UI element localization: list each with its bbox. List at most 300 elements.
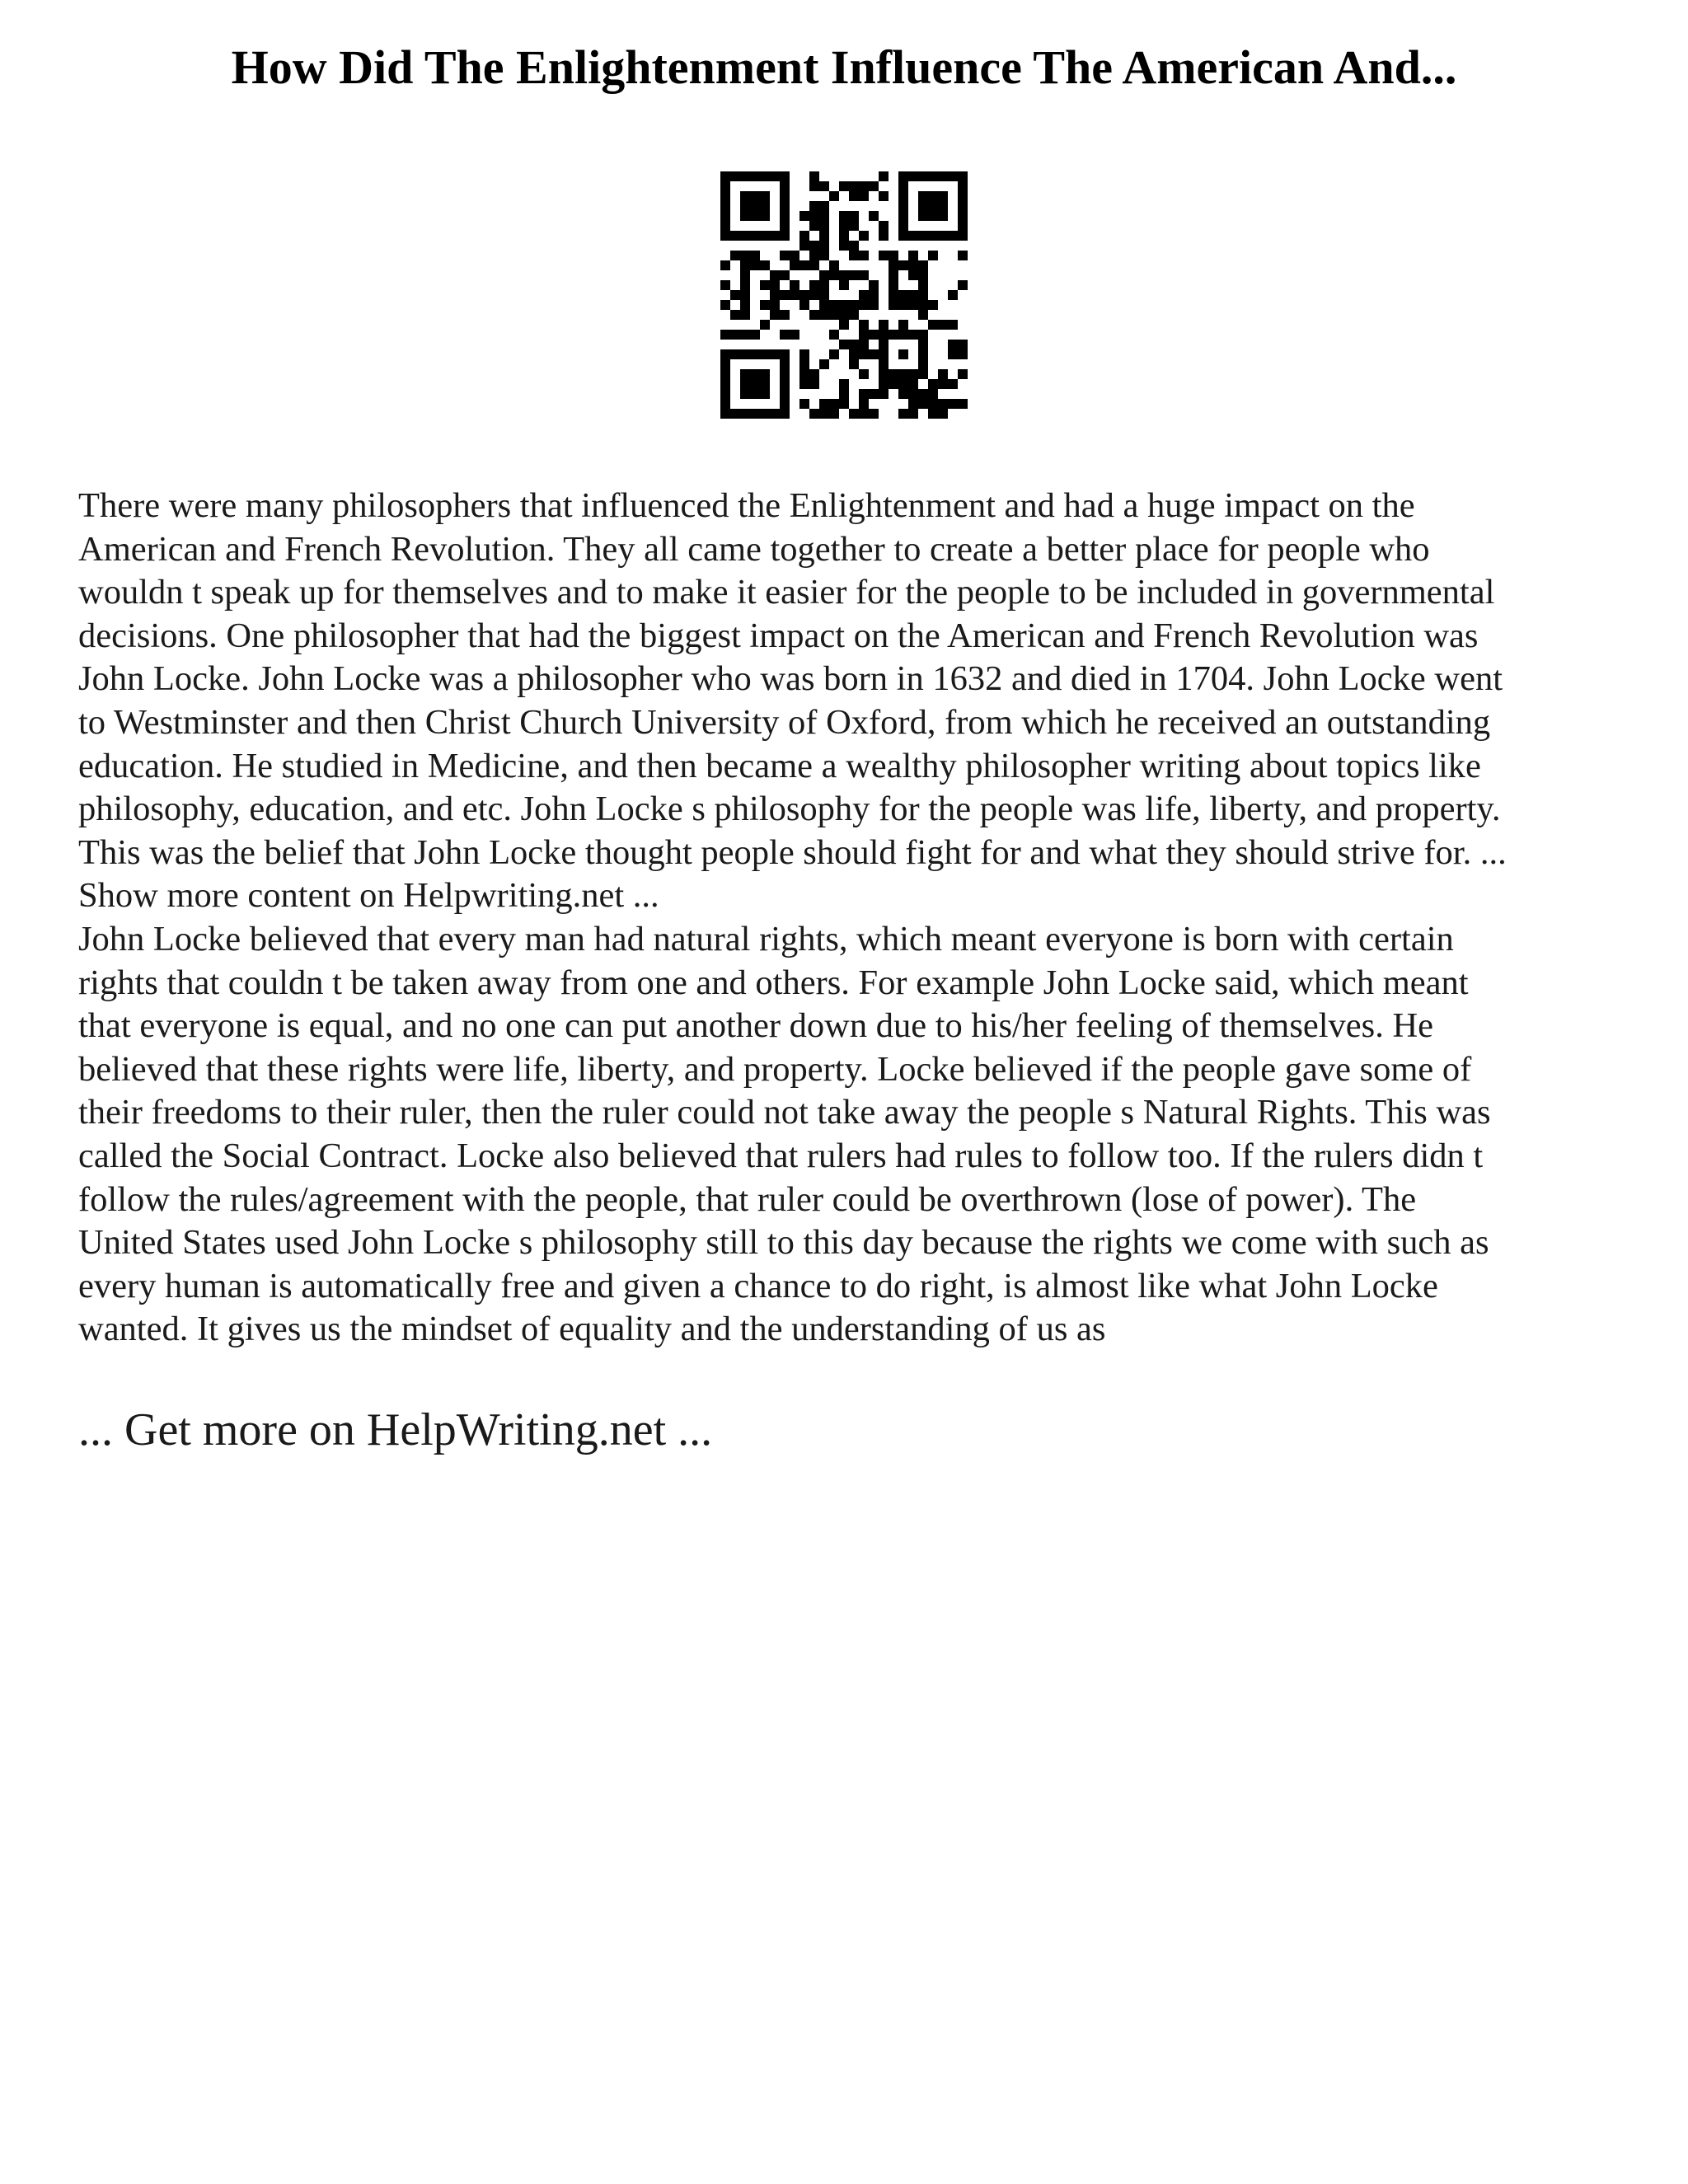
- qr-module: [799, 349, 809, 359]
- qr-module: [918, 369, 928, 379]
- qr-module: [720, 330, 730, 340]
- qr-module: [849, 211, 859, 221]
- qr-module: [918, 340, 928, 349]
- qr-module: [849, 221, 859, 231]
- qr-module: [928, 320, 938, 330]
- qr-module: [730, 330, 740, 340]
- qr-module: [869, 389, 879, 399]
- qr-module: [760, 369, 770, 379]
- qr-module: [918, 330, 928, 340]
- qr-module: [740, 310, 750, 320]
- qr-module: [760, 379, 770, 389]
- qr-module: [928, 300, 938, 310]
- qr-module: [918, 171, 928, 181]
- qr-module: [898, 320, 908, 330]
- qr-module: [740, 280, 750, 290]
- qr-module: [760, 300, 770, 310]
- qr-module: [898, 181, 908, 191]
- qr-module: [889, 260, 898, 270]
- qr-module: [809, 290, 819, 300]
- qr-module: [879, 330, 889, 340]
- qr-module: [849, 181, 859, 191]
- qr-module: [869, 181, 879, 191]
- qr-module: [928, 171, 938, 181]
- qr-module: [839, 320, 849, 330]
- qr-module: [740, 270, 750, 280]
- qr-module: [799, 359, 809, 369]
- qr-module: [859, 181, 869, 191]
- text-line: to Westminster and then Christ Church University of Oxford, from which he received an outstanding: [78, 702, 1491, 742]
- qr-module: [720, 181, 730, 191]
- qr-module: [730, 171, 740, 181]
- text-line: decisions. One philosopher that had the biggest impact on the American and French Revolution was: [78, 616, 1479, 655]
- qr-module: [799, 399, 809, 409]
- qr-module: [780, 181, 790, 191]
- qr-module: [859, 251, 869, 260]
- qr-module: [750, 231, 760, 241]
- qr-module: [819, 211, 829, 221]
- qr-module: [780, 191, 790, 201]
- qr-module: [829, 409, 839, 419]
- qr-module: [948, 290, 958, 300]
- qr-module: [839, 280, 849, 290]
- qr-module: [839, 340, 849, 349]
- qr-module: [908, 379, 918, 389]
- qr-module: [928, 211, 938, 221]
- qr-module: [879, 251, 889, 260]
- qr-module: [849, 191, 859, 201]
- text-line: every human is automatically free and given a chance to do right, is almost like what John Locke: [78, 1266, 1438, 1305]
- text-line: follow the rules/agreement with the people, that ruler could be overthrown (lose of power). The: [78, 1179, 1417, 1219]
- qr-module: [760, 349, 770, 359]
- qr-module: [918, 399, 928, 409]
- qr-module: [918, 201, 928, 211]
- qr-module: [770, 171, 780, 181]
- qr-module: [730, 231, 740, 241]
- qr-module: [859, 409, 869, 419]
- qr-module: [740, 171, 750, 181]
- qr-module: [898, 191, 908, 201]
- qr-module: [938, 191, 948, 201]
- qr-module: [839, 231, 849, 241]
- qr-module: [898, 260, 908, 270]
- qr-module: [898, 379, 908, 389]
- qr-module: [889, 290, 898, 300]
- qr-module: [730, 310, 740, 320]
- qr-module: [908, 369, 918, 379]
- qr-module: [740, 330, 750, 340]
- qr-module: [829, 399, 839, 409]
- qr-module: [720, 231, 730, 241]
- qr-code-icon: [720, 171, 968, 419]
- qr-module: [809, 221, 819, 231]
- qr-module: [889, 379, 898, 389]
- qr-module: [799, 231, 809, 241]
- qr-module: [750, 201, 760, 211]
- qr-module: [938, 379, 948, 389]
- qr-module: [770, 280, 780, 290]
- qr-module: [760, 231, 770, 241]
- qr-module: [790, 251, 799, 260]
- qr-module: [958, 171, 968, 181]
- qr-module: [869, 409, 879, 419]
- qr-module: [780, 369, 790, 379]
- qr-module: [859, 300, 869, 310]
- qr-module: [770, 231, 780, 241]
- qr-module: [958, 201, 968, 211]
- qr-module: [730, 290, 740, 300]
- qr-module: [898, 330, 908, 340]
- qr-module: [869, 211, 879, 221]
- qr-module: [809, 211, 819, 221]
- qr-module: [750, 369, 760, 379]
- qr-module: [879, 231, 889, 241]
- qr-module: [839, 300, 849, 310]
- qr-module: [908, 300, 918, 310]
- qr-module: [829, 349, 839, 359]
- qr-module: [809, 280, 819, 290]
- text-line: that everyone is equal, and no one can put another down due to his/her feeling of themselves. He: [78, 1006, 1434, 1046]
- qr-module: [849, 251, 859, 260]
- qr-module: [750, 260, 760, 270]
- qr-module: [879, 379, 889, 389]
- qr-module: [849, 241, 859, 251]
- qr-module: [879, 389, 889, 399]
- qr-module: [740, 231, 750, 241]
- qr-module: [889, 251, 898, 260]
- qr-module: [859, 399, 869, 409]
- qr-module: [918, 231, 928, 241]
- qr-module: [898, 171, 908, 181]
- qr-module: [938, 369, 948, 379]
- qr-module: [720, 191, 730, 201]
- qr-module: [908, 330, 918, 340]
- qr-module: [839, 399, 849, 409]
- qr-module: [809, 241, 819, 251]
- qr-module: [720, 171, 730, 181]
- qr-module: [898, 211, 908, 221]
- qr-module: [760, 191, 770, 201]
- qr-module: [958, 340, 968, 349]
- qr-module: [730, 349, 740, 359]
- qr-module: [819, 251, 829, 260]
- qr-module: [849, 359, 859, 369]
- qr-module: [740, 211, 750, 221]
- text-line: believed that these rights were life, liberty, and property. Locke believed if the people gave some of: [78, 1049, 1472, 1089]
- qr-module: [918, 211, 928, 221]
- qr-module: [720, 389, 730, 399]
- qr-module: [760, 171, 770, 181]
- qr-module: [869, 330, 879, 340]
- qr-module: [730, 409, 740, 419]
- qr-module: [720, 349, 730, 359]
- qr-module: [849, 300, 859, 310]
- qr-module: [908, 251, 918, 260]
- qr-module: [928, 389, 938, 399]
- qr-module: [908, 171, 918, 181]
- qr-module: [740, 369, 750, 379]
- qr-module: [740, 201, 750, 211]
- qr-module: [720, 260, 730, 270]
- qr-module: [879, 171, 889, 181]
- qr-module: [859, 330, 869, 340]
- qr-module: [750, 389, 760, 399]
- qr-module: [908, 270, 918, 280]
- qr-module: [918, 359, 928, 369]
- qr-module: [780, 399, 790, 409]
- qr-module: [809, 379, 819, 389]
- qr-module: [849, 349, 859, 359]
- qr-module: [839, 211, 849, 221]
- qr-module: [809, 171, 819, 181]
- qr-module: [839, 389, 849, 399]
- text-line: There were many philosophers that influenced the Enlightenment and had a huge impact on the: [78, 486, 1415, 525]
- qr-module: [770, 300, 780, 310]
- qr-module: [898, 300, 908, 310]
- qr-module: [859, 270, 869, 280]
- qr-module: [819, 280, 829, 290]
- qr-module: [889, 369, 898, 379]
- qr-module: [908, 260, 918, 270]
- qr-module: [819, 300, 829, 310]
- qr-module: [720, 201, 730, 211]
- qr-module: [799, 290, 809, 300]
- qr-module: [948, 320, 958, 330]
- qr-module: [809, 369, 819, 379]
- qr-module: [750, 251, 760, 260]
- qr-module: [898, 369, 908, 379]
- qr-module: [839, 310, 849, 320]
- qr-module: [958, 221, 968, 231]
- qr-module: [790, 280, 799, 290]
- qr-module: [770, 290, 780, 300]
- get-more-link[interactable]: ... Get more on HelpWriting.net ...: [78, 1404, 713, 1455]
- qr-module: [948, 399, 958, 409]
- document-body: [78, 485, 1628, 1352]
- qr-module: [958, 181, 968, 191]
- qr-module: [918, 191, 928, 201]
- qr-module: [859, 369, 869, 379]
- qr-module: [750, 191, 760, 201]
- qr-module: [799, 260, 809, 270]
- qr-module: [849, 310, 859, 320]
- qr-module: [770, 349, 780, 359]
- qr-module: [918, 389, 928, 399]
- qr-module: [849, 409, 859, 419]
- qr-module: [760, 260, 770, 270]
- qr-module: [740, 409, 750, 419]
- qr-module: [918, 349, 928, 359]
- text-line: philosophy, education, and etc. John Locke s philosophy for the people was life, liberty, and property.: [78, 790, 1501, 829]
- qr-module: [898, 409, 908, 419]
- qr-module: [889, 300, 898, 310]
- qr-module: [740, 379, 750, 389]
- qr-module: [740, 191, 750, 201]
- qr-module: [928, 379, 938, 389]
- qr-module: [898, 349, 908, 359]
- text-line: United States used John Locke s philosophy still to this day because the rights we come with such as: [78, 1223, 1489, 1263]
- qr-module: [780, 221, 790, 231]
- qr-module: [819, 270, 829, 280]
- qr-module: [908, 389, 918, 399]
- qr-module: [780, 270, 790, 280]
- qr-module: [849, 340, 859, 349]
- qr-module: [898, 231, 908, 241]
- qr-module: [879, 349, 889, 359]
- qr-module: [809, 201, 819, 211]
- qr-module: [928, 191, 938, 201]
- qr-module: [928, 231, 938, 241]
- qr-module: [859, 191, 869, 201]
- qr-module: [958, 251, 968, 260]
- qr-module: [780, 171, 790, 181]
- qr-module: [720, 221, 730, 231]
- qr-module: [720, 399, 730, 409]
- qr-module: [829, 260, 839, 270]
- qr-module: [740, 290, 750, 300]
- qr-module: [720, 211, 730, 221]
- qr-module: [958, 191, 968, 201]
- qr-module: [938, 320, 948, 330]
- qr-module: [938, 231, 948, 241]
- qr-module: [908, 399, 918, 409]
- qr-module: [849, 270, 859, 280]
- qr-module: [809, 260, 819, 270]
- qr-module: [750, 211, 760, 221]
- qr-module: [750, 171, 760, 181]
- qr-module: [760, 409, 770, 419]
- qr-module: [720, 359, 730, 369]
- qr-module: [859, 231, 869, 241]
- qr-module: [898, 389, 908, 399]
- qr-module: [918, 260, 928, 270]
- text-line: John Locke believed that every man had natural rights, which meant everyone is born with certain: [78, 919, 1454, 958]
- qr-module: [839, 270, 849, 280]
- qr-module: [819, 241, 829, 251]
- qr-module: [938, 171, 948, 181]
- qr-module: [780, 389, 790, 399]
- qr-module: [829, 300, 839, 310]
- qr-module: [948, 340, 958, 349]
- qr-module: [799, 241, 809, 251]
- text-line: education. He studied in Medicine, and then became a wealthy philosopher writing about topics like: [78, 746, 1481, 785]
- text-line: their freedoms to their ruler, then the ruler could not take away the people s Natural Rights. This was: [78, 1093, 1491, 1132]
- qr-module: [819, 310, 829, 320]
- qr-module: [720, 280, 730, 290]
- qr-module: [889, 330, 898, 340]
- qr-module: [869, 290, 879, 300]
- show-more-link[interactable]: Show more content on Helpwriting.net ...: [78, 876, 659, 916]
- qr-module: [799, 300, 809, 310]
- qr-module: [819, 181, 829, 191]
- text-line: This was the belief that John Locke thought people should fight for and what they should strive for. ...: [78, 832, 1507, 872]
- qr-module: [799, 369, 809, 379]
- qr-module: [918, 300, 928, 310]
- qr-module: [819, 231, 829, 241]
- qr-module: [859, 349, 869, 359]
- qr-module: [829, 310, 839, 320]
- qr-module: [938, 211, 948, 221]
- qr-module: [760, 280, 770, 290]
- qr-module: [809, 409, 819, 419]
- qr-module: [720, 300, 730, 310]
- qr-module: [908, 231, 918, 241]
- qr-module: [829, 330, 839, 340]
- qr-module: [958, 211, 968, 221]
- qr-module: [740, 389, 750, 399]
- qr-module: [938, 399, 948, 409]
- qr-module: [829, 270, 839, 280]
- qr-module: [760, 211, 770, 221]
- qr-module: [958, 369, 968, 379]
- qr-module: [908, 409, 918, 419]
- qr-module: [839, 241, 849, 251]
- qr-module: [750, 349, 760, 359]
- qr-module: [938, 201, 948, 211]
- qr-module: [780, 349, 790, 359]
- qr-module: [859, 290, 869, 300]
- qr-module: [938, 409, 948, 419]
- qr-module: [879, 221, 889, 231]
- text-line: rights that couldn t be taken away from one and others. For example John Locke said, which meant: [78, 963, 1469, 1002]
- qr-module: [770, 409, 780, 419]
- qr-module: [879, 340, 889, 349]
- qr-module: [780, 379, 790, 389]
- text-line: called the Social Contract. Locke also believed that rulers had rules to follow too. If the rulers didn t: [78, 1136, 1484, 1175]
- qr-module: [740, 300, 750, 310]
- qr-module: [819, 359, 829, 369]
- qr-module: [770, 270, 780, 280]
- qr-module: [790, 260, 799, 270]
- qr-module: [879, 369, 889, 379]
- qr-module: [928, 399, 938, 409]
- qr-module: [948, 231, 958, 241]
- qr-module: [720, 379, 730, 389]
- qr-module: [839, 181, 849, 191]
- qr-module: [958, 231, 968, 241]
- qr-module: [839, 221, 849, 231]
- qr-module: [819, 221, 829, 231]
- qr-module: [780, 251, 790, 260]
- text-line: John Locke. John Locke was a philosopher who was born in 1632 and died in 1704. John Locke went: [78, 659, 1503, 699]
- qr-module: [809, 310, 819, 320]
- qr-module: [958, 399, 968, 409]
- qr-module: [780, 409, 790, 419]
- qr-module: [859, 340, 869, 349]
- qr-module: [918, 310, 928, 320]
- qr-module: [869, 349, 879, 359]
- qr-module: [750, 409, 760, 419]
- qr-module: [898, 221, 908, 231]
- qr-module: [720, 409, 730, 419]
- qr-module: [908, 290, 918, 300]
- qr-module: [799, 211, 809, 221]
- qr-module: [879, 359, 889, 369]
- qr-module: [948, 349, 958, 359]
- qr-module: [869, 300, 879, 310]
- qr-module: [869, 280, 879, 290]
- qr-module: [859, 389, 869, 399]
- qr-module: [819, 409, 829, 419]
- qr-module: [730, 251, 740, 260]
- qr-module: [780, 310, 790, 320]
- qr-module: [928, 201, 938, 211]
- qr-module: [898, 290, 908, 300]
- document-title: How Did The Enlightenment Influence The American And...: [231, 40, 1457, 94]
- qr-module: [790, 290, 799, 300]
- text-line: wanted. It gives us the mindset of equality and the understanding of us as: [78, 1310, 1106, 1349]
- qr-module: [720, 369, 730, 379]
